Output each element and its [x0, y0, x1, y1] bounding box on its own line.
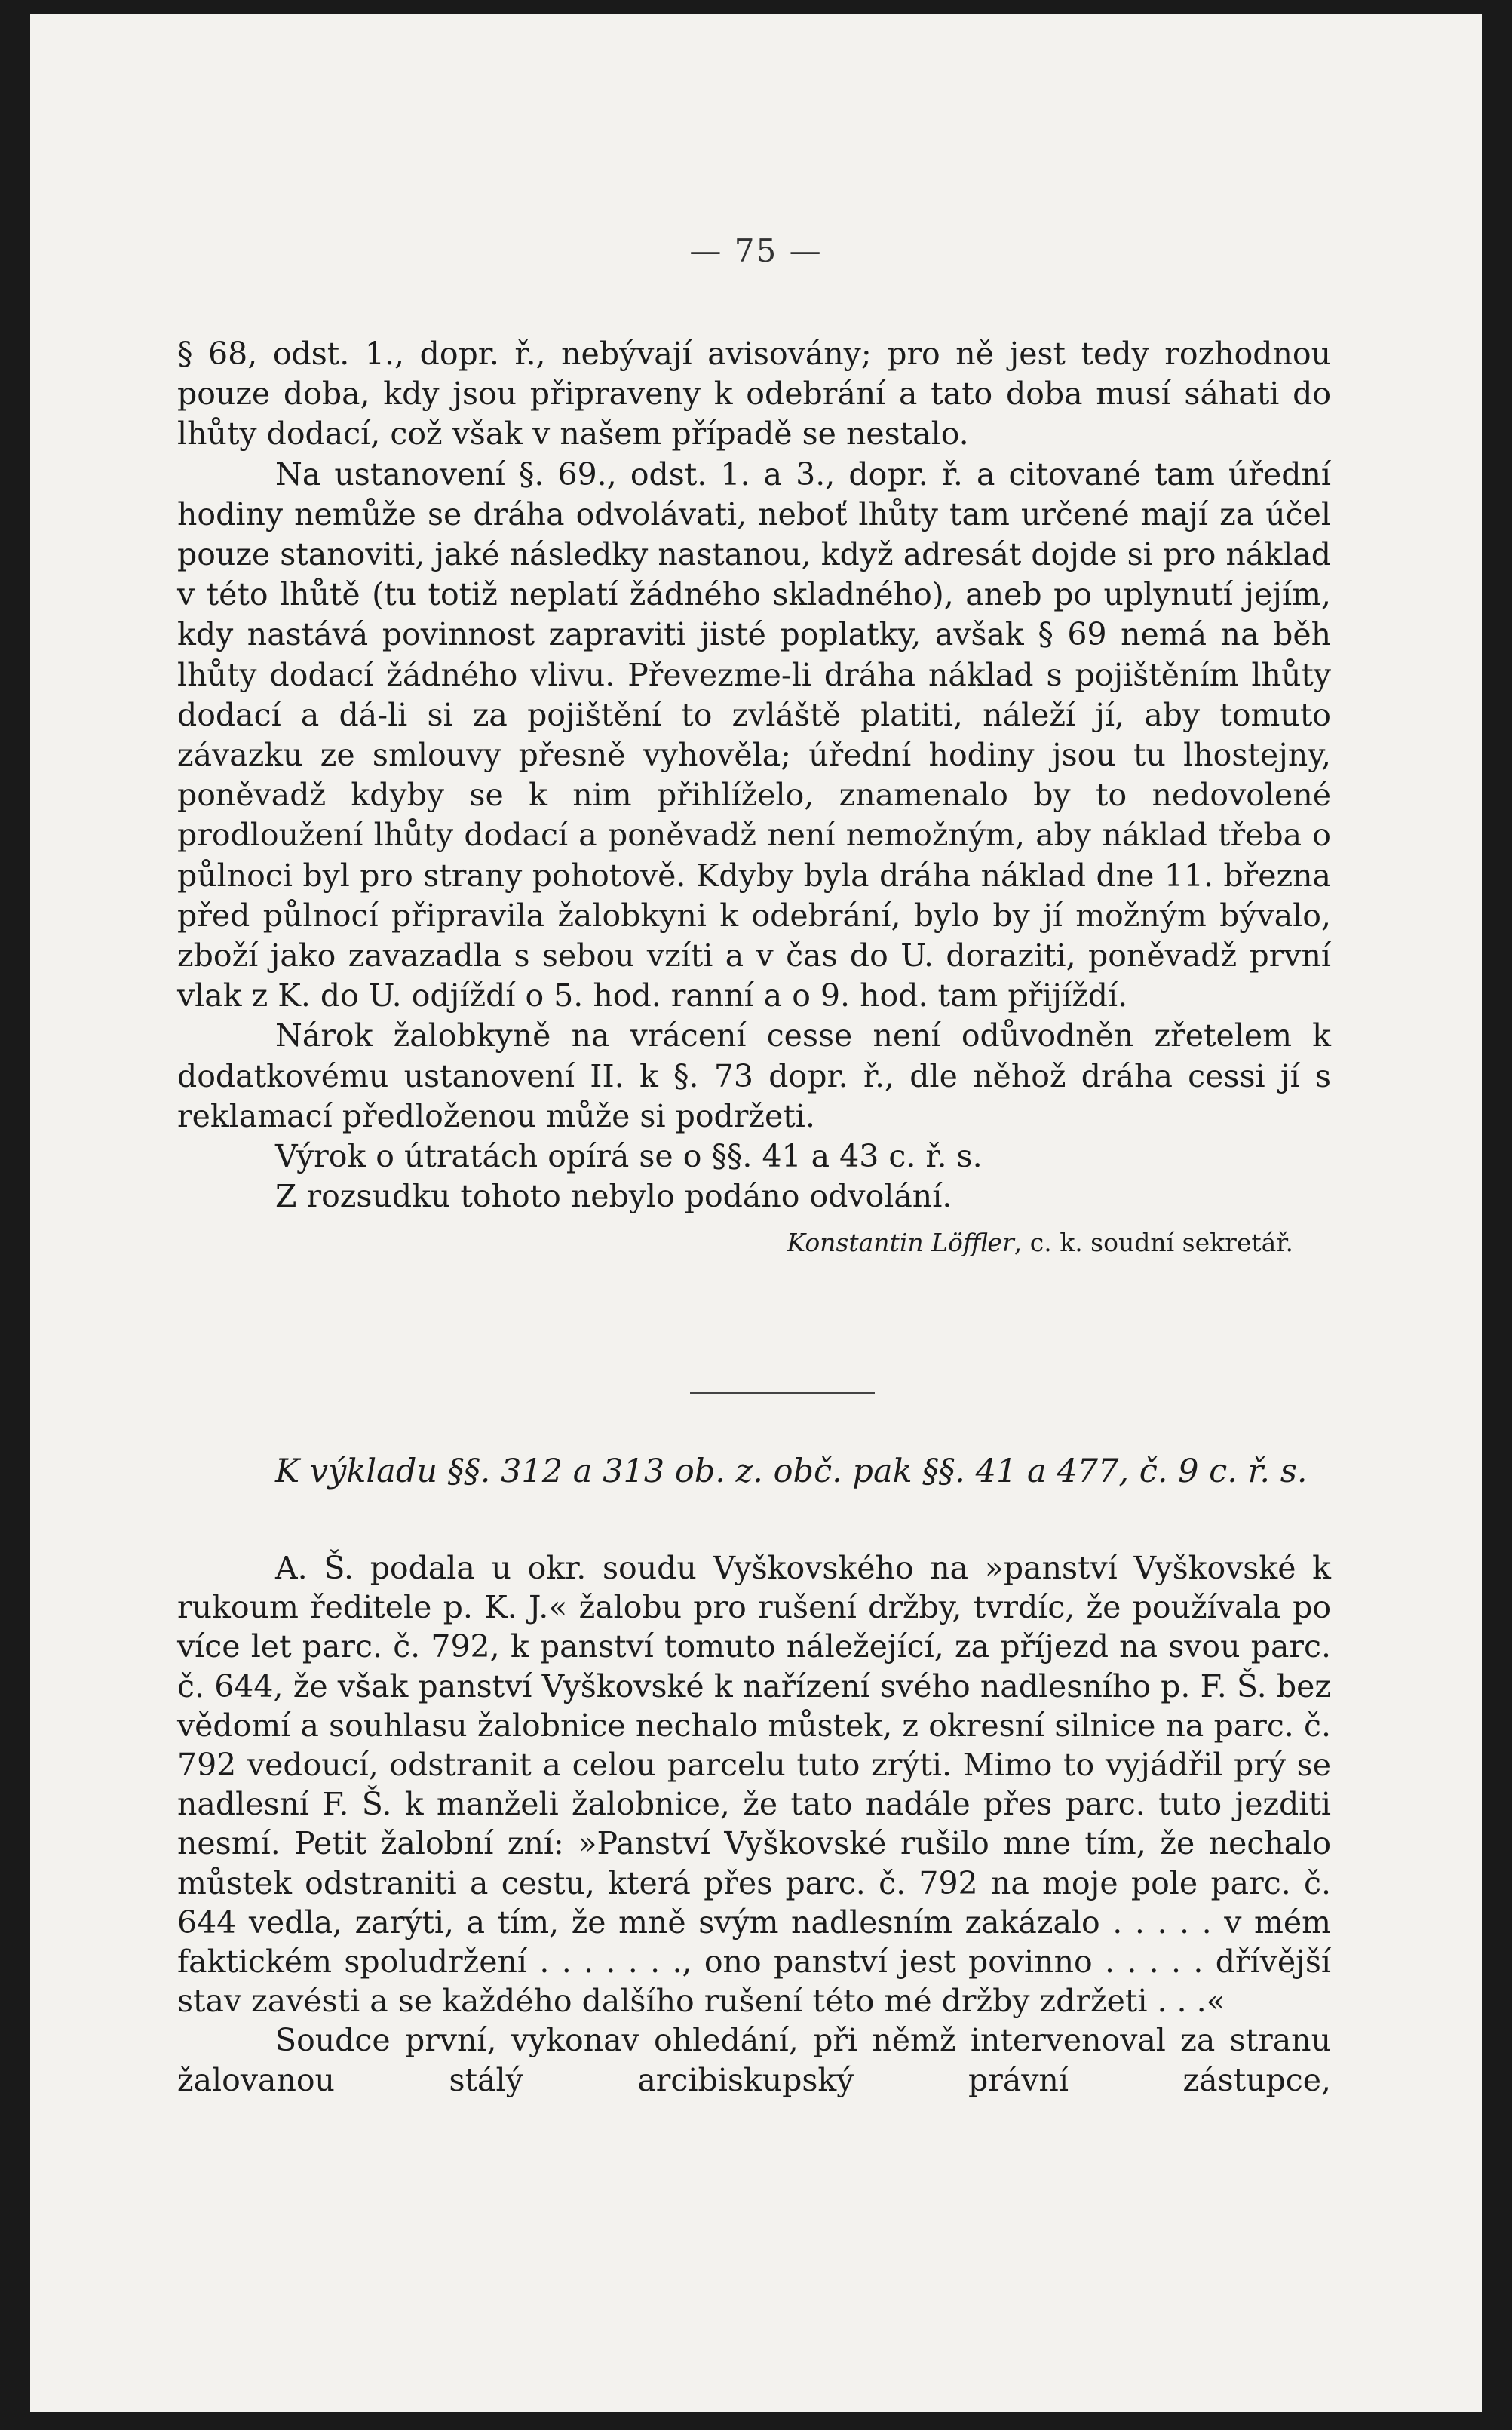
paragraph: Nárok žalobkyně na vrácení cesse není odůvodněn zřetelem k dodatkovému ustanovení II. k §. 73 dopr. ř., dle něhož dráha cessi jí s reklamací předloženou může si podržeti. [177, 1017, 1331, 1134]
signature [177, 1223, 1331, 1263]
heading-text: K výkladu §§. 312 a 313 ob. z. obč. pak §§. 41 a 477, č. 9 c. ř. s. [275, 1453, 1308, 1490]
paragraph: Z rozsudku tohoto nebylo podáno odvolání. [275, 1178, 952, 1215]
signature-title: , c. k. soudní sekretář. [1014, 1228, 1293, 1258]
page-number: — 75 — [689, 232, 823, 269]
paragraph: Na ustanovení §. 69., odst. 1. a 3., dopr. ř. a citované tam úřední hodiny nemůže se dráha odvolávati, neboť lhůty tam určené mají za účel pouze stanoviti, jaké následky nastanou, když adresát dojde si pro náklad v této lhůtě (tu totiž neplatí žádného skladného), aneb po uplynutí jejím, kdy nastává povinnost zapraviti jisté poplatky, avšak § 69 nemá na běh lhůty dodací žádného vlivu. Převezme-li dráha náklad s pojištěním lhůty dodací a dá-li si za pojištění to zvláště platiti, náleží jí, aby tomuto závazku ze smlouvy přesně vyhověla; úřední hodiny jsou tu lhostejny, poněvadž kdyby se k nim přihlíželo, znamenalo by to nedovolené prodloužení lhůty dodací a poněvadž není nemožným, aby náklad třeba o půlnoci byl pro strany pohotově. Kdyby byla dráha náklad dne 11. března před půlnocí připravila žalobkyni k odebrání, bylo by jí možným bývalo, zboží jako zavazadla s sebou vzíti a v čas do U. doraziti, poněvadž první vlak z K. do U. odjíždí o 5. hod. ranní a o 9. hod. tam přijíždí. [177, 456, 1331, 1014]
section-heading [177, 1450, 1331, 1493]
paragraph: § 68, odst. 1., dopr. ř., nebývají avisovány; pro ně jest tedy rozhodnou pouze doba, kdy jsou připraveny k odebrání a tato doba musí sáhati do lhůty dodací, což však v našem případě se nestalo. [177, 336, 1331, 453]
book-page [30, 14, 1482, 2412]
upper-text-block [177, 334, 1331, 1263]
signature-name: Konstantin Löffler [787, 1228, 1014, 1258]
paragraph: Výrok o útratách opírá se o §§. 41 a 43 c. ř. s. [275, 1138, 983, 1175]
lower-text-block [177, 1548, 1331, 2100]
paragraph: Soudce první, vykonav ohledání, při němž intervenoval za stranu žalovanou stálý arcibiskupský právní zástupce, [177, 2022, 1331, 2098]
paragraph: A. Š. podala u okr. soudu Vyškovského na »panství Vyškovské k rukoum ředitele p. K. J.« žalobu pro rušení držby, tvrdíc, že používala po více let parc. č. 792, k panství tomuto náležející, za příjezd na svou parc. č. 644, že však panství Vyškovské k nařízení svého nadlesního p. F. Š. bez vědomí a souhlasu žalobnice nechalo můstek, z okresní silnice na parc. č. 792 vedoucí, odstranit a celou parcelu tuto zrýti. Mimo to vyjádřil prý se nadlesní F. Š. k manželi žalobnice, že tato nadále přes parc. tuto jezditi nesmí. Petit žalobní zní: »Panství Vyškovské rušilo mne tím, že nechalo můstek odstraniti a cestu, která přes parc. č. 792 na moje pole parc. č. 644 vedla, zarýti, a tím, že mně svým nadlesním zakázalo . . . . . v mém faktickém spoludržení . . . . . . ., ono panství jest povinno . . . . . dřívější stav zavésti a se každého dalšího rušení této mé držby zdržeti . . .« [177, 1550, 1331, 2020]
section-divider [690, 1392, 875, 1394]
